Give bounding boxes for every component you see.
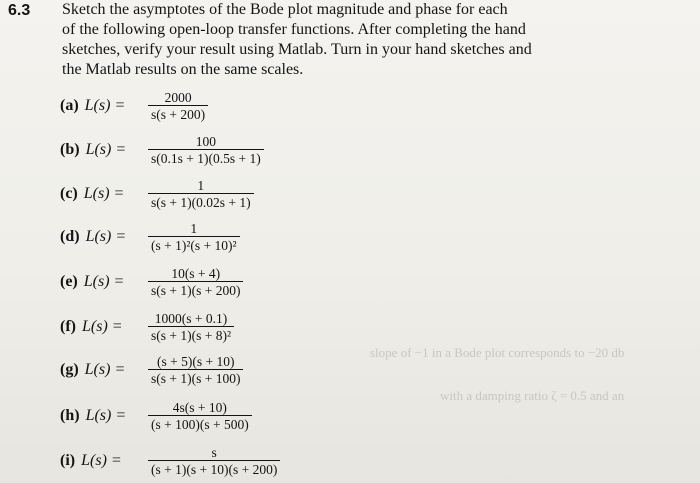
fraction: [148, 398, 252, 434]
part-label: (a): [60, 97, 79, 114]
denominator: (s + 1)²(s + 10)²: [148, 236, 240, 253]
part-label: (d): [60, 228, 80, 245]
denominator: (s + 1)(s + 10)(s + 200): [148, 460, 280, 477]
numerator: 100: [195, 134, 216, 149]
fraction: [148, 352, 243, 388]
fraction: [148, 176, 254, 212]
lhs-expression: L(s) =: [83, 273, 125, 290]
part-label: (f): [60, 318, 76, 335]
lhs-expression: L(s) =: [85, 141, 127, 158]
denominator: s(s + 1)(s + 200): [148, 281, 243, 298]
problem-number: 6.3: [8, 2, 31, 19]
numerator: 4s(s + 10): [172, 400, 227, 415]
fraction: [148, 219, 240, 255]
part-label: (g): [60, 361, 79, 378]
fraction: [148, 309, 234, 345]
denominator: s(0.1s + 1)(0.5s + 1): [148, 149, 264, 166]
denominator: s(s + 200): [148, 105, 208, 122]
lhs-expression: L(s) =: [83, 185, 125, 202]
denominator: s(s + 1)(s + 8)²: [148, 326, 234, 343]
lhs-expression: L(s) =: [85, 407, 127, 424]
problem-statement: [62, 0, 692, 80]
numerator: 1: [197, 178, 205, 193]
lhs-expression: L(s) =: [84, 97, 126, 114]
numerator: 1000(s + 0.1): [154, 311, 228, 326]
numerator: 10(s + 4): [171, 266, 221, 281]
statement-line: of the following open-loop transfer functions. After completing the hand: [62, 21, 526, 38]
statement-line: the Matlab results on the same scales.: [62, 61, 304, 78]
numerator: s: [211, 445, 217, 460]
fraction: [148, 443, 280, 479]
part-label: (c): [60, 185, 78, 202]
part-label: (h): [60, 407, 80, 424]
lhs-expression: L(s) =: [85, 228, 127, 245]
denominator: (s + 100)(s + 500): [148, 415, 252, 432]
part-label: (i): [60, 452, 76, 469]
fraction: [148, 264, 243, 300]
fraction: [148, 88, 208, 124]
numerator: 1: [190, 221, 198, 236]
bleed-through-text: with a damping ratio ζ = 0.5 and an: [440, 388, 625, 403]
lhs-expression: L(s) =: [81, 318, 123, 335]
numerator: (s + 5)(s + 10): [157, 354, 235, 369]
fraction: [148, 132, 264, 168]
part-label: (e): [60, 273, 78, 290]
denominator: s(s + 1)(s + 100): [148, 369, 243, 386]
statement-line: Sketch the asymptotes of the Bode plot magnitude and phase for each: [62, 1, 508, 18]
denominator: s(s + 1)(0.02s + 1): [148, 193, 254, 210]
lhs-expression: L(s) =: [81, 452, 122, 469]
bleed-through-text: slope of −1 in a Bode plot corresponds to −20 db: [370, 345, 625, 360]
numerator: 2000: [164, 90, 192, 105]
statement-line: sketches, verify your result using Matlab. Turn in your hand sketches and: [62, 41, 532, 58]
lhs-expression: L(s) =: [84, 361, 126, 378]
part-label: (b): [60, 141, 80, 158]
